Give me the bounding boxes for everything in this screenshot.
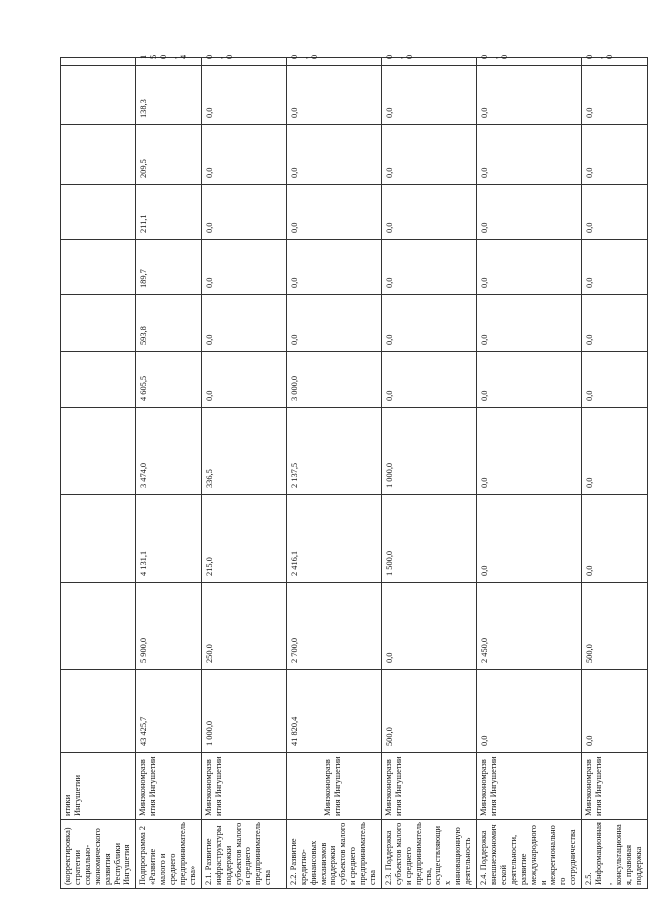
value-cell xyxy=(61,495,136,583)
table-row xyxy=(477,58,582,889)
value-cell: 500,0 xyxy=(582,583,647,670)
value-cell: 2 416,1 xyxy=(286,495,381,583)
value-cell: 0,0 xyxy=(582,240,647,295)
value-cell: 1 000,0 xyxy=(381,408,476,495)
value-cell: 0,0 xyxy=(201,352,286,408)
value-cell: 5 900,0 xyxy=(136,583,201,670)
program-name-cell: 2.3. Поддержка субъектов малого и среднего предпринимательства, осуществляющих инновационную деятельность xyxy=(381,820,476,889)
value-cell: 0,0 xyxy=(286,295,381,352)
value-cell: 0,0 xyxy=(582,352,647,408)
value-cell: 0,0 xyxy=(582,670,647,753)
value-cell: 209,5 xyxy=(136,125,201,185)
value-cell: 4 605,5 xyxy=(136,352,201,408)
value-cell: 0,0 xyxy=(477,670,582,753)
table-row xyxy=(136,58,201,889)
value-cell: 0,0 xyxy=(381,295,476,352)
value-cell: 0,0 xyxy=(286,185,381,240)
table-body xyxy=(61,54,648,889)
value-cell: 0,0 xyxy=(477,408,582,495)
value-cell: 0,0 xyxy=(381,58,476,66)
value-cell xyxy=(61,240,136,295)
value-cell: 250,0 xyxy=(201,583,286,670)
value-cell: 0,0 xyxy=(477,495,582,583)
executor-cell: Минэкономразв ития Ингушетии xyxy=(286,753,381,820)
table-row xyxy=(61,58,136,889)
value-cell: 0,0 xyxy=(477,125,582,185)
value-cell: 1 000,0 xyxy=(201,670,286,753)
executor-cell: Минэкономразв ития Ингушетии xyxy=(201,753,286,820)
value-cell xyxy=(61,295,136,352)
value-cell xyxy=(61,125,136,185)
value-cell: 0,0 xyxy=(286,125,381,185)
value-cell: 0,0 xyxy=(381,583,476,670)
value-cell: 0,0 xyxy=(201,58,286,66)
value-cell: 0,0 xyxy=(582,185,647,240)
table-row xyxy=(582,58,647,889)
value-cell: 4 131,1 xyxy=(136,495,201,583)
program-name-cell: (корректировка) стратегии социально-экономического развития Республики Ингушетия xyxy=(61,820,136,889)
value-cell: 0,0 xyxy=(477,240,582,295)
value-cell: 2 450,0 xyxy=(477,583,582,670)
executor-cell: Минэкономразв ития Ингушетии xyxy=(582,753,647,820)
value-cell xyxy=(61,408,136,495)
value-cell: 0,0 xyxy=(582,408,647,495)
value-cell: 0,0 xyxy=(201,185,286,240)
value-cell: 189,7 xyxy=(136,240,201,295)
value-cell: 0,0 xyxy=(201,66,286,125)
value-cell xyxy=(61,185,136,240)
value-cell: 0,0 xyxy=(286,66,381,125)
value-cell xyxy=(61,66,136,125)
value-cell xyxy=(61,670,136,753)
program-name-cell: 2.5. Информационная, консультационная, правовая поддержка xyxy=(582,820,647,889)
value-cell: 0,0 xyxy=(477,58,582,66)
table-row xyxy=(286,58,381,889)
executor-cell: Минэкономразв ития Ингушетии xyxy=(381,753,476,820)
value-cell: 41 820,4 xyxy=(286,670,381,753)
value-cell: 0,0 xyxy=(477,66,582,125)
value-cell: 0,0 xyxy=(201,240,286,295)
value-cell: 336,5 xyxy=(201,408,286,495)
value-cell: 215,0 xyxy=(201,495,286,583)
value-cell: 0,0 xyxy=(381,352,476,408)
value-cell: 0,0 xyxy=(582,66,647,125)
value-cell: 0,0 xyxy=(286,58,381,66)
value-cell: 0,0 xyxy=(381,240,476,295)
value-cell: 0,0 xyxy=(582,58,647,66)
program-name-cell: 2.1. Развитие инфраструктуры поддержки субъектов малого и среднего предпринимательства xyxy=(201,820,286,889)
executor-cell: Минэкономразв ития Ингушетии xyxy=(477,753,582,820)
value-cell: 3 474,0 xyxy=(136,408,201,495)
value-cell: 1 500,0 xyxy=(381,495,476,583)
value-cell: 0,0 xyxy=(582,295,647,352)
value-cell: 0,0 xyxy=(582,125,647,185)
executor-cell: Минэкономразв ития Ингушетии xyxy=(136,753,201,820)
table-row xyxy=(201,58,286,889)
value-cell: 43 425,7 xyxy=(136,670,201,753)
value-cell: 0,0 xyxy=(477,295,582,352)
value-cell: 0,0 xyxy=(381,125,476,185)
value-cell: 0,0 xyxy=(201,295,286,352)
program-name-cell: Подпрограмма 2 «Развитие малого и среднего предпринимательства» xyxy=(136,820,201,889)
value-cell: 211,1 xyxy=(136,185,201,240)
value-cell: 0,0 xyxy=(381,185,476,240)
program-name-cell: 2.4. Поддержка внешнеэкономической деятельности, развитие международного и межрегионального сотрудничества xyxy=(477,820,582,889)
value-cell: 593,8 xyxy=(136,295,201,352)
executor-cell: итики Ингушетии xyxy=(61,753,136,820)
value-cell xyxy=(61,58,136,66)
program-name-cell: 2.2. Развитие кредитно-финансовых механизмов поддержки субъектов малого и среднего предпринимательства xyxy=(286,820,381,889)
value-cell: 0,0 xyxy=(582,495,647,583)
value-cell: 150,4 xyxy=(136,58,201,66)
value-cell xyxy=(61,352,136,408)
value-cell: 3 000,0 xyxy=(286,352,381,408)
value-cell: 0,0 xyxy=(381,66,476,125)
value-cell: 0,0 xyxy=(286,240,381,295)
value-cell: 0,0 xyxy=(201,125,286,185)
value-cell: 2 137,5 xyxy=(286,408,381,495)
value-cell: 0,0 xyxy=(477,185,582,240)
value-cell xyxy=(61,583,136,670)
table-row xyxy=(381,58,476,889)
budget-table xyxy=(60,54,648,889)
value-cell: 138,3 xyxy=(136,66,201,125)
value-cell: 2 700,0 xyxy=(286,583,381,670)
value-cell: 500,0 xyxy=(381,670,476,753)
value-cell: 0,0 xyxy=(477,352,582,408)
